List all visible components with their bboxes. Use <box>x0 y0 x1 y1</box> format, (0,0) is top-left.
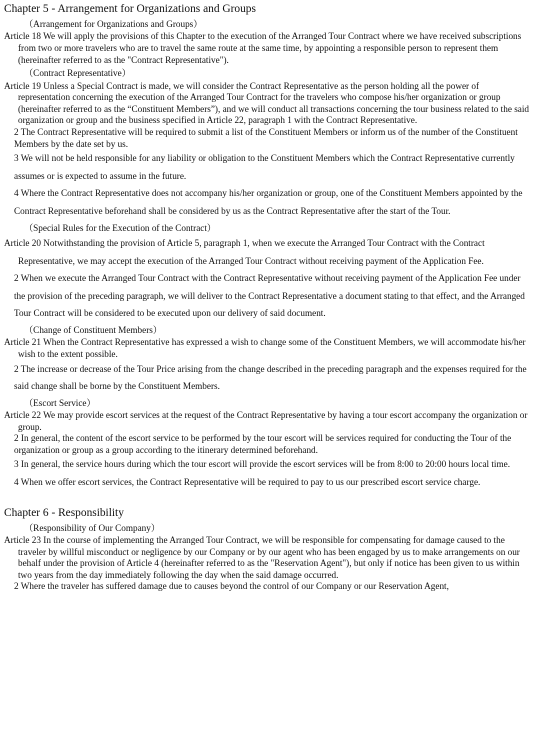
article-19-paragraph-2: 2 The Contract Representative will be required to submit a list of the Constituent Members or inform us of the number of the Constituent Members by the date set by us. <box>14 126 518 149</box>
article-21: Article 21 When the Contract Representative has expressed a wish to change some of the Constituent Members, we will accommodate his/her wish to the extent possible. <box>4 337 526 359</box>
chapter-6-title: Chapter 6 - Responsibility <box>4 506 124 519</box>
article-19-paragraph-3: 3 We will not be held responsible for any liability or obligation to the Constituent Members which the Contract Representative currently assumes or is expected to assume in the future. <box>14 153 515 181</box>
article-23-paragraph-2: 2 Where the traveler has suffered damage due to causes beyond the control of our Company or our Reservation Agent, <box>14 581 449 592</box>
article-22-paragraph-3: 3 In general, the service hours during which the tour escort will provide the escort services will be from 8:00 to 20:00 hours local time. <box>14 459 510 470</box>
section-heading-organizations: （Arrangement for Organizations and Groups） <box>24 19 203 29</box>
article-22-paragraph-2: 2 In general, the content of the escort service to be performed by the tour escort will be services required for conducting the Tour of the organization or group as a group according to the itinerary determined beforehand. <box>14 433 512 455</box>
article-20: Article 20 Notwithstanding the provision of Article 5, paragraph 1, when we execute the Arranged Tour Contract with the Contract Representative, we may accept the execution of the Arranged Tour Contract without receiving payment of the Application Fee. <box>4 237 485 266</box>
article-22: Article 22 We may provide escort services at the request of the Contract Representative by having a tour escort accompany the organization or group. <box>4 410 528 432</box>
section-heading-contract-representative: （Contract Representative） <box>24 68 131 79</box>
article-19: Article 19 Unless a Special Contract is made, we will consider the Contract Representative as the person holding all the power of representation concerning the execution of the Arranged Tour Contract for the travelers who compose his/her organization or group (hereinafter referred to as the “Constituent Members”), and we will conduct all transactions concerning the tour business related to the said organization or group and the business specified in Article 22, paragraph 1 with the Contract Representative. <box>4 80 530 126</box>
article-20-paragraph-2: 2 When we execute the Arranged Tour Contract with the Contract Representative without receiving payment of the Application Fee under the provision of the preceding paragraph, we will deliver to the Contract Representative a document stating to that effect, and the Arranged Tour Contract will be considered to be executed upon our delivery of said document. <box>14 273 525 319</box>
section-heading-escort-service: （Escort Service） <box>24 397 96 408</box>
section-heading-change-members: （Change of Constituent Members） <box>24 324 163 335</box>
article-18: Article 18 We will apply the provisions of this Chapter to the execution of the Arranged Tour Contract where we have received subscriptions from two or more travelers who are to travel the same route at the same time, by appointing a responsible person to represent them (hereinafter referred to as the "Contract Representative"). <box>4 31 522 65</box>
section-heading-responsibility: （Responsibility of Our Company） <box>24 522 161 533</box>
article-23: Article 23 In the course of implementing the Arranged Tour Contract, we will be responsible for compensating for damage caused to the traveler by willful misconduct or negligence by our Company or by our agent who has been engaged by us to make arrangements on our behalf under the provision of Article 4 (hereinafter referred to as the "Reservation Agent"), but only if notice has been given to us within two years from the day immediately following the day when the said damage occurred. <box>4 535 520 580</box>
article-19-paragraph-4: 4 Where the Contract Representative does not accompany his/her organization or group, one of the Constituent Members appointed by the Contract Representative beforehand shall be considered by us as the Contract Representative after the start of the Tour. <box>14 188 523 216</box>
chapter-5-title: Chapter 5 - Arrangement for Organizations and Groups <box>4 3 256 15</box>
article-22-paragraph-4: 4 When we offer escort services, the Contract Representative will be required to pay to us our prescribed escort service charge. <box>14 477 481 488</box>
article-21-paragraph-2: 2 The increase or decrease of the Tour Price arising from the change described in the preceding paragraph and the expenses required for the said change shall be borne by the Constituent Members. <box>14 363 527 392</box>
section-heading-special-rules: （Special Rules for the Execution of the Contract） <box>24 222 217 233</box>
